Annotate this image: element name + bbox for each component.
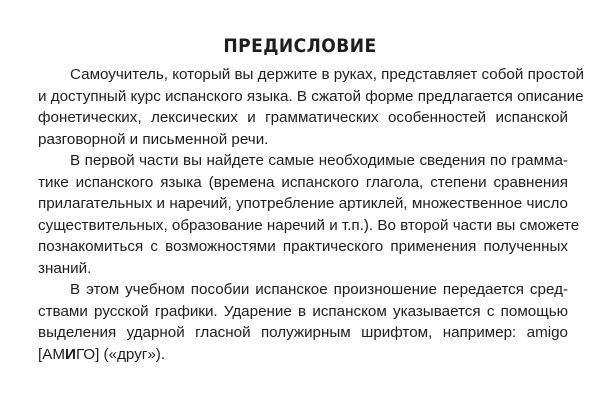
paragraph-2 [38,150,580,279]
text-line: выделения ударной гласной полужирным шрифтом, например: amigo [38,324,568,341]
text-line: познакомиться с возможностями практического применения полученных [38,238,568,255]
text-line: разговорной и письменной речи. [38,130,269,148]
paragraph-1 [38,64,585,150]
text-line: и доступный курс испанского языка. В сжатой форме предлагается описание [38,87,584,105]
page-title: ПРЕДИСЛОВИЕ [223,35,377,57]
text-line: Самоучитель, который вы держите в руках, представляет собой простой [70,66,585,83]
text-line: В первой части вы найдете самые необходимые сведения по грамма- [70,152,568,169]
transcription-end: ГО] («друг»). [75,345,166,363]
paragraph-3 [38,279,568,365]
text-line: существительных, образование наречий и т.п.). Во второй части вы сможете [38,216,580,234]
text-line: тике испанского языка (времена испанского глагола, степени сравнения [38,173,568,191]
text-line: знаний. [38,259,92,277]
text-line [38,344,568,366]
stressed-vowel: И [65,345,76,363]
text-line: фонетических, лексических и грамматических особенностей испанской [38,109,568,126]
text-line: ствами русской графики. Ударение в испанском указывается с помощью [38,302,568,320]
text-line: В этом учебном пособии испанское произношение передается сред- [70,281,568,298]
text-line: прилагательных и наречий, употребление артиклей, множественное число [38,195,568,212]
transcription-start: [АМ [38,345,66,363]
preface-text [38,64,585,365]
